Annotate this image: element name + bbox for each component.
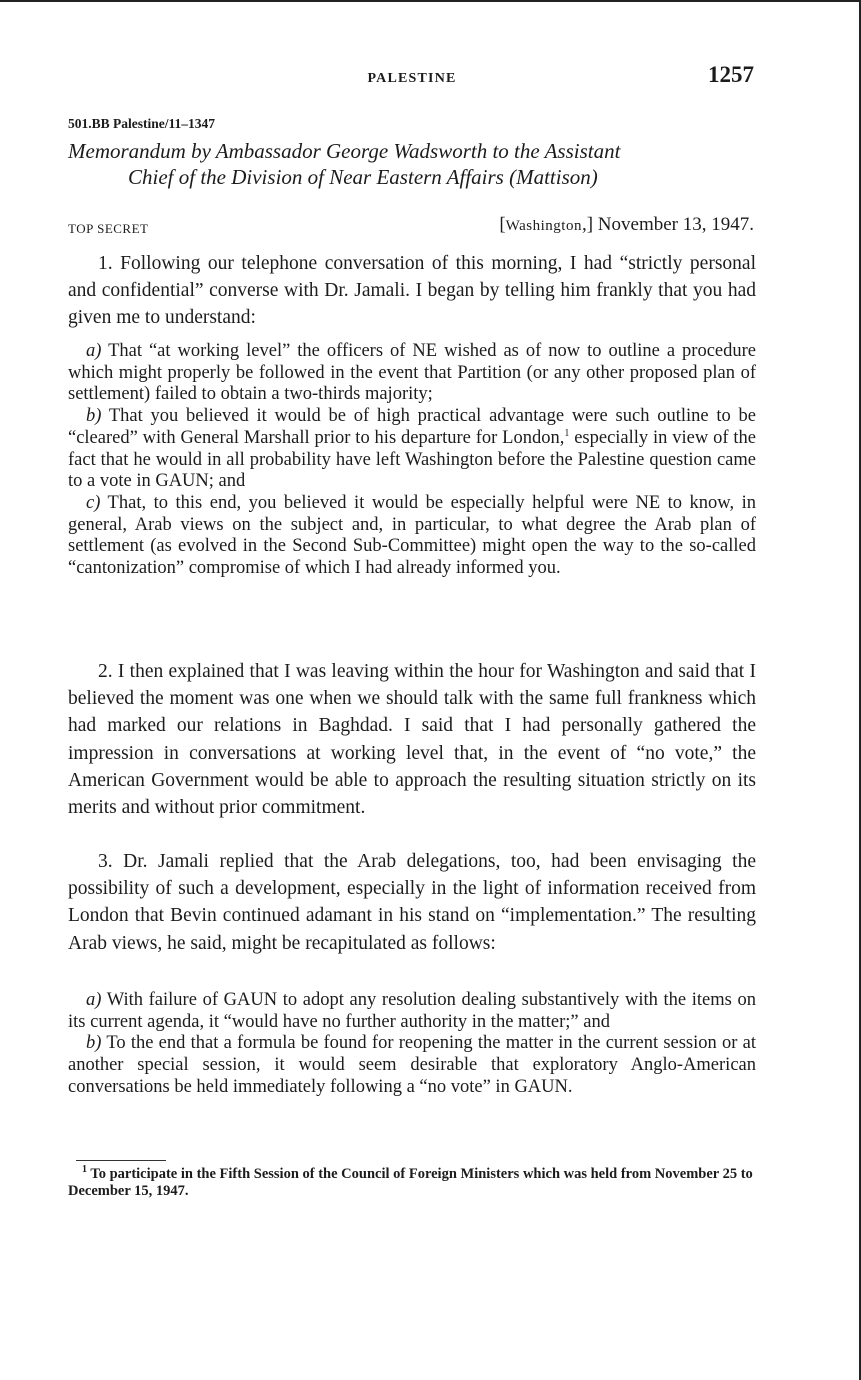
paragraph-3 [68, 848, 756, 957]
subparagraph-1a [68, 341, 756, 406]
dateline [68, 214, 756, 238]
paragraph-1-text: 1. Following our telephone conversation of this morning, I had “strictly personal and confidential” converse with Dr. Jamali. I began by telling him frankly that you had given me to understand: [68, 253, 756, 329]
footnote-1 [68, 1166, 756, 1200]
file-reference: 501.BB Palestine/11–1347 [68, 116, 216, 131]
date-line [499, 214, 754, 236]
page-header [68, 62, 756, 92]
subparagraphs-1 [68, 341, 756, 580]
footnote-reference: 1 [564, 427, 570, 439]
subparagraph-label: a) [86, 341, 102, 361]
subparagraph-1b-text-start: That you believed it would be of high practical advantage were such outline to be “cleared” with General Marshall prior to his departure for London, [68, 406, 756, 448]
date-text: November 13, 1947. [593, 214, 754, 235]
paragraph-2 [68, 658, 756, 821]
subparagraph-3b [68, 1033, 756, 1098]
date-bracket-close: ,] [581, 214, 594, 235]
subparagraph-3a [68, 990, 756, 1033]
footnote-marker: 1 [82, 1164, 87, 1176]
subparagraph-label: c) [86, 492, 101, 513]
subparagraph-label: b) [86, 1033, 102, 1054]
paragraph-3-text: 3. Dr. Jamali replied that the Arab delegations, too, had been envisaging the possibility of such a development, especially in the light of information received from London that Bevin continued adamant in his stand on “implementation.” The resulting Arab views, he said, might be recapitulated as follows: [68, 851, 756, 954]
subparagraph-3a-text: With failure of GAUN to adopt any resolution dealing substantively with the items on its current agenda, it “would have no further authority in the matter;” and [68, 990, 756, 1032]
subparagraph-1c [68, 493, 756, 580]
footnote-1-paragraph [68, 1166, 756, 1200]
date-place: Washington [505, 218, 582, 234]
subparagraph-1b-text-end: especially in view of the fact that he would in all probability have left Washington before the Palestine question came to a vote in GAUN; and [68, 427, 757, 492]
footnote-divider [76, 1160, 166, 1161]
scan-border-top [0, 0, 861, 2]
subparagraph-1a-text: That “at working level” the officers of NE wished as of now to outline a procedure which might properly be followed in the event that Partition (or any other proposed plan of settlement) failed to obtain a two-thirds majority; [68, 341, 756, 405]
classification-label: TOP SECRET [68, 221, 149, 236]
running-head: PALESTINE [367, 71, 457, 86]
paragraph-1 [68, 250, 756, 332]
footnote-1-text: To participate in the Fifth Session of the Council of Foreign Ministers which was held from November 25 to December 15, 1947. [68, 1166, 753, 1199]
subparagraphs-3 [68, 990, 756, 1099]
subparagraph-1c-text: That, to this end, you believed it would be especially helpful were NE to know, in general, Arab views on the subject and, in particular, to what degree the Arab plan of settlement (as evolved in the Second Sub-Committee) might open the way to the so-called “cantonization” compromise of which I had already informed you. [68, 492, 756, 579]
page-number: 1257 [708, 62, 754, 87]
date-bracket-open: [ [499, 214, 506, 235]
subparagraph-1b [68, 406, 756, 493]
paragraph-2-text: 2. I then explained that I was leaving within the hour for Washington and said that I believed the moment was one when we should talk with the same full frankness which had marked our relations in Baghdad. I said that I had personally gathered the impression in conversations at working level that, in the event of “no vote,” the American Government would be able to approach the resulting situation strictly on its merits and without prior commitment. [68, 661, 756, 819]
subparagraph-3b-text: To the end that a formula be found for reopening the matter in the current session or at another special session, it would seem desirable that exploratory Anglo-American conversations be held immediately following a “no vote” in GAUN. [68, 1033, 756, 1097]
title-line-1: Memorandum by Ambassador George Wadsworth to the Assistant [68, 139, 621, 163]
subparagraph-label: a) [86, 990, 102, 1010]
document-title [68, 138, 756, 190]
title-line-2: Chief of the Division of Near Eastern Affairs (Mattison) [128, 165, 598, 189]
subparagraph-label: b) [86, 406, 102, 427]
